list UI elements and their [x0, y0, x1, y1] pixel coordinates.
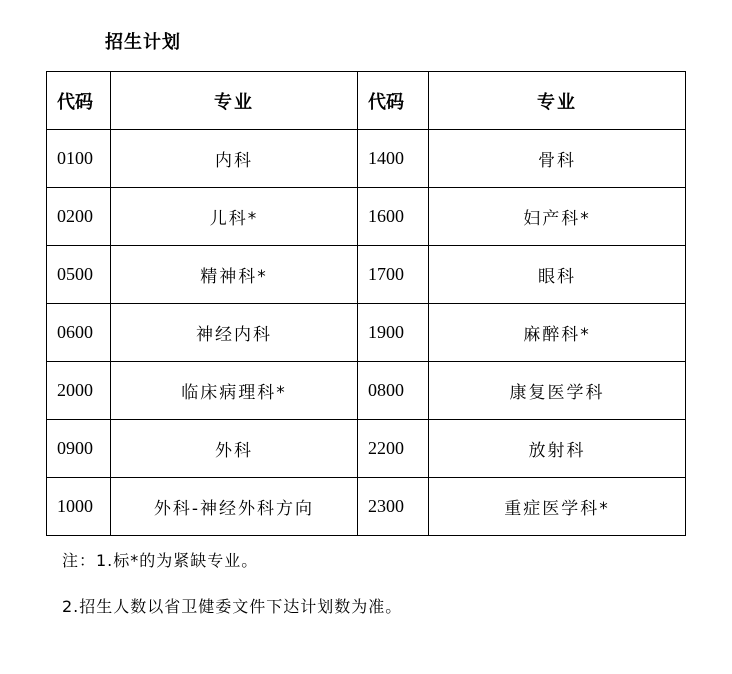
- enrollment-plan-table: [46, 71, 686, 536]
- code-cell: 0800: [358, 362, 429, 420]
- code-cell: 1600: [358, 188, 429, 246]
- major-cell: 精神科*: [111, 246, 358, 304]
- code-cell: 2200: [358, 420, 429, 478]
- code-cell: 1900: [358, 304, 429, 362]
- code-cell: 2000: [47, 362, 111, 420]
- major-cell: 神经内科: [111, 304, 358, 362]
- code-cell: 0500: [47, 246, 111, 304]
- major-cell: 外科: [111, 420, 358, 478]
- major-cell: 外科-神经外科方向: [111, 478, 358, 536]
- note-shortage-majors: 注：1.标*的为紧缺专业。: [62, 551, 259, 570]
- code-cell: 1400: [358, 130, 429, 188]
- major-cell: 内科: [111, 130, 358, 188]
- major-cell: 妇产科*: [429, 188, 686, 246]
- header-code-2: 代码: [358, 72, 429, 130]
- code-cell: 0100: [47, 130, 111, 188]
- major-cell: 临床病理科*: [111, 362, 358, 420]
- major-cell: 放射科: [429, 420, 686, 478]
- major-cell: 骨科: [429, 130, 686, 188]
- table-row: [47, 246, 686, 304]
- major-cell: 麻醉科*: [429, 304, 686, 362]
- code-cell: 0600: [47, 304, 111, 362]
- major-cell: 康复医学科: [429, 362, 686, 420]
- header-major-2: 专业: [429, 72, 686, 130]
- table-row: [47, 362, 686, 420]
- major-cell: 重症医学科*: [429, 478, 686, 536]
- note-enrollment-numbers: 2.招生人数以省卫健委文件下达计划数为准。: [62, 597, 403, 616]
- code-cell: 0200: [47, 188, 111, 246]
- table-header-row: [47, 72, 686, 130]
- table-row: [47, 130, 686, 188]
- major-cell: 儿科*: [111, 188, 358, 246]
- table-row: [47, 304, 686, 362]
- table-row: [47, 420, 686, 478]
- page-title: 招生计划: [105, 32, 181, 53]
- table-row: [47, 478, 686, 536]
- code-cell: 0900: [47, 420, 111, 478]
- header-major-1: 专业: [111, 72, 358, 130]
- header-code-1: 代码: [47, 72, 111, 130]
- code-cell: 1700: [358, 246, 429, 304]
- code-cell: 1000: [47, 478, 111, 536]
- code-cell: 2300: [358, 478, 429, 536]
- major-cell: 眼科: [429, 246, 686, 304]
- table-row: [47, 188, 686, 246]
